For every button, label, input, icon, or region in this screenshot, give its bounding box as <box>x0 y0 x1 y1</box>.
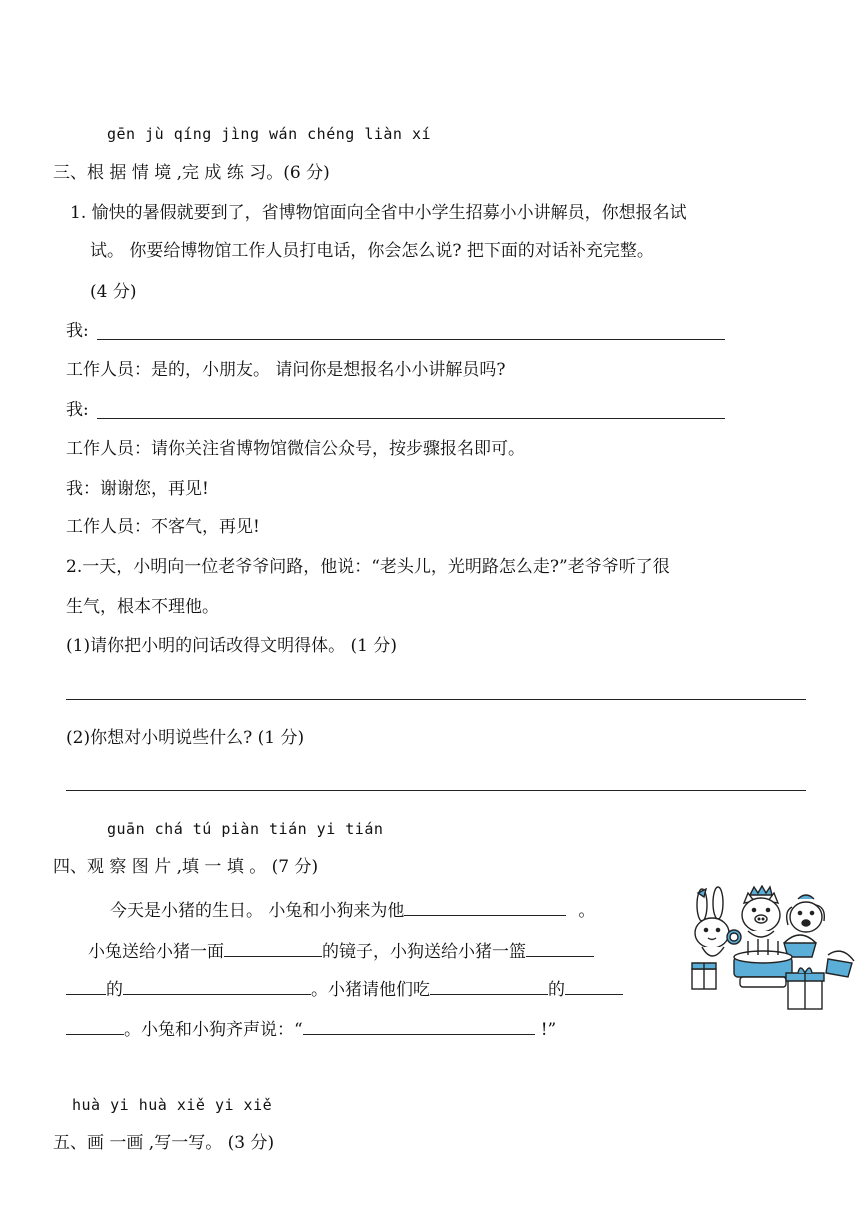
fill-text: 小兔送给小猪一面 <box>88 942 224 962</box>
section4-heading: 四、观 察 图 片 ,填 一 填 。 (7 分) <box>53 857 319 877</box>
fill-line-4 <box>66 1016 556 1041</box>
birthday-party-illustration <box>688 885 858 1013</box>
fill-blank-1[interactable] <box>404 897 566 916</box>
fill-blank-2[interactable] <box>224 938 322 957</box>
fill-text: 的 <box>548 980 565 1000</box>
fill-text: 今天是小猪的生日。 小兔和小狗来为他 <box>110 901 405 921</box>
fill-text: !” <box>540 1020 557 1040</box>
section3-heading: 三、根 据 情 境 ,完 成 练 习。(6 分) <box>53 163 330 183</box>
fill-blank-5[interactable] <box>430 976 548 995</box>
fill-blank-6[interactable] <box>565 976 623 995</box>
section4-pinyin: guān chá tú piàn tián yi tián <box>107 820 384 838</box>
fill-text: 。小猪请他们吃 <box>311 980 430 1000</box>
dialogue-staff-1: 工作人员：是的，小朋友。 请问你是想报名小小讲解员吗? <box>66 360 506 380</box>
q2-sub2: (2)你想对小明说些什么? (1 分) <box>66 728 305 748</box>
section5-heading: 五、画 一画 ,写一写。 (3 分) <box>53 1133 275 1153</box>
fill-blank-4[interactable] <box>123 976 311 995</box>
answer-line-q2-2[interactable] <box>66 790 806 791</box>
fill-blank-6-cont[interactable] <box>66 1016 124 1035</box>
answer-line-q2-1[interactable] <box>66 699 806 700</box>
section5-pinyin: huà yi huà xiě yi xiě <box>72 1096 273 1114</box>
fill-text: 。小兔和小狗齐声说：“ <box>124 1020 303 1040</box>
q2-sub1: (1)请你把小明的问话改得文明得体。 (1 分) <box>66 636 397 656</box>
q1-line2: 试。 你要给博物馆工作人员打电话，你会怎么说? 把下面的对话补充完整。 <box>90 241 654 261</box>
fill-text: 的 <box>106 980 123 1000</box>
dialogue-me-1-label: 我: <box>66 321 89 341</box>
section3-pinyin: gēn jù qíng jìng wán chéng liàn xí <box>107 125 432 143</box>
dialogue-staff-2: 工作人员：请你关注省博物馆微信公众号，按步骤报名即可。 <box>66 439 525 459</box>
answer-line-me-1[interactable] <box>97 339 725 340</box>
dialogue-staff-3: 工作人员：不客气，再见! <box>66 517 260 537</box>
fill-text: 。 <box>578 901 596 921</box>
q1-line3: (4 分) <box>90 282 137 302</box>
fill-blank-7[interactable] <box>303 1016 535 1035</box>
dialogue-me-2-label: 我: <box>66 400 89 420</box>
answer-line-me-2[interactable] <box>97 418 725 419</box>
fill-text: 的镜子，小狗送给小猪一篮 <box>322 942 526 962</box>
q2-line2: 生气，根本不理他。 <box>66 597 219 617</box>
dialogue-me-3: 我：谢谢您，再见! <box>66 479 209 499</box>
q1-line1: 1. 愉快的暑假就要到了，省博物馆面向全省中小学生招募小小讲解员，你想报名试 <box>70 203 687 223</box>
fill-blank-3[interactable] <box>526 938 594 957</box>
fill-line-2 <box>88 938 594 963</box>
fill-blank-3-cont[interactable] <box>66 976 106 995</box>
fill-line-1 <box>110 897 595 922</box>
fill-line-3 <box>66 976 623 1001</box>
q2-line1: 2.一天，小明向一位老爷爷问路，他说：“老头儿，光明路怎么走?”老爷爷听了很 <box>66 557 670 577</box>
